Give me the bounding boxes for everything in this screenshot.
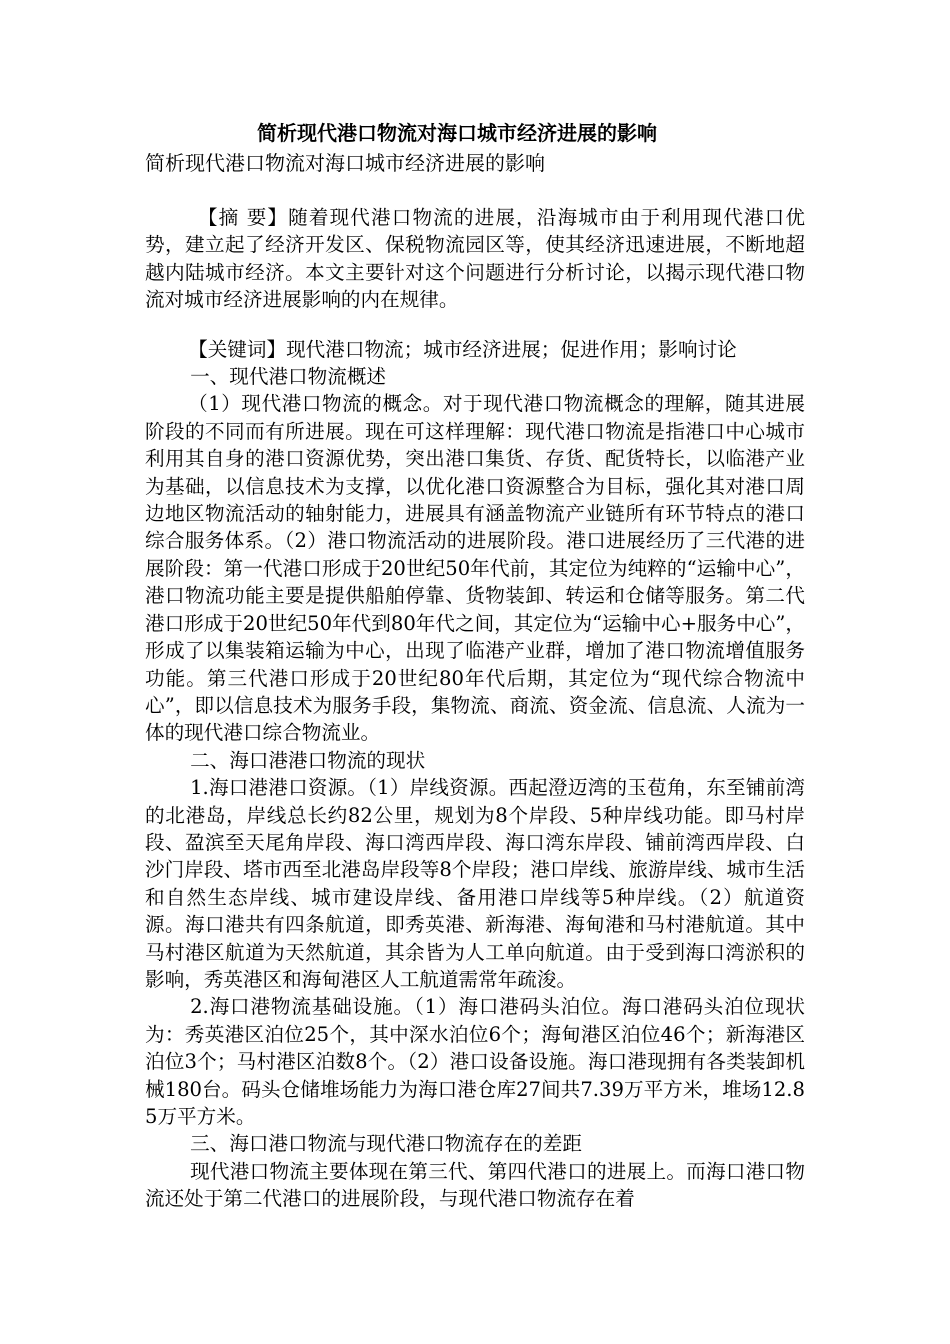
- abstract-paragraph: 【摘 要】随着现代港口物流的进展，沿海城市由于利用现代港口优势，建立起了经济开发区、保税物流园区等，使其经济迅速进展，不断地超越内陆城市经济。本文主要针对这个问题进行分析讨论，以揭示现代港口物流对城市经济进展影响的内在规律。: [145, 206, 805, 312]
- section3-heading: 三、海口港口物流与现代港口物流存在的差距: [190, 1132, 582, 1156]
- section2-paragraph-1: 1.海口港港口资源。（1）岸线资源。西起澄迈湾的玉苞角，东至铺前湾的北港岛，岸线总长约82公里，规划为8个岸段、5种岸线功能。即马村岸段、盈滨至天尾角岸段、海口湾西岸段、海口湾东岸段、铺前湾西岸段、白沙门岸段、塔市西至北港岛岸段等8个岸段；港口岸线、旅游岸线、城市生活和自然生态岸线、城市建设岸线、备用港口岸线等5种岸线。（2）航道资源。海口港共有四条航道，即秀英港、新海港、海甸港和马村港航道。其中马村港区航道为天然航道，其余皆为人工单向航道。由于受到海口湾淤积的影响，秀英港区和海甸港区人工航道需常年疏浚。: [145, 776, 805, 991]
- document-title: 简析现代港口物流对海口城市经济进展的影响: [257, 121, 657, 145]
- document-subtitle: 简析现代港口物流对海口城市经济进展的影响: [145, 151, 545, 175]
- section1-body: （1）现代港口物流的概念。对于现代港口物流概念的理解，随其进展阶段的不同而有所进展。现在可这样理解：现代港口物流是指港口中心城市利用其自身的港口资源优势，突出港口集货、存货、配货特长，以临港产业为基础，以信息技术为支撑，以优化港口资源整合为目标，强化其对港口周边地区物流活动的轴射能力，进展具有涵盖物流产业链所有环节特点的港口综合服务体系。（2）港口物流活动的进展阶段。港口进展经历了三代港的进展阶段：第一代港口形成于20世纪50年代前，其定位为纯粹的“运输中心”，港口物流功能主要是提供船舶停靠、货物装卸、转运和仓储等服务。第二代港口形成于20世纪50年代到80年代之间，其定位为“运输中心+服务中心”，形成了以集装箱运输为中心，出现了临港产业群，增加了港口物流增值服务功能。第三代港口形成于20世纪80年代后期，其定位为“现代综合物流中心”，即以信息技术为服务手段，集物流、商流、资金流、信息流、人流为一体的现代港口综合物流业。: [145, 392, 805, 745]
- section2-paragraph-2: 2.海口港物流基础设施。（1）海口港码头泊位。海口港码头泊位现状为：秀英港区泊位25个，其中深水泊位6个；海甸港区泊位46个；新海港区泊位3个；马村港区泊数8个。（2）港口设备设施。海口港现拥有各类装卸机械180台。码头仓储堆场能力为海口港仓库27间共7.39万平方米，堆场12.85万平方米。: [145, 995, 805, 1128]
- section3-body: 现代港口物流主要体现在第三代、第四代港口的进展上。而海口港口物流还处于第二代港口的进展阶段，与现代港口物流存在着: [145, 1159, 805, 1211]
- section1-heading: 一、现代港口物流概述: [190, 365, 387, 389]
- section2-heading: 二、海口港港口物流的现状: [190, 748, 426, 772]
- document-page: [145, 118, 805, 1213]
- keywords-paragraph: 【关键词】现代港口物流；城市经济进展；促进作用；影响讨论: [188, 337, 737, 361]
